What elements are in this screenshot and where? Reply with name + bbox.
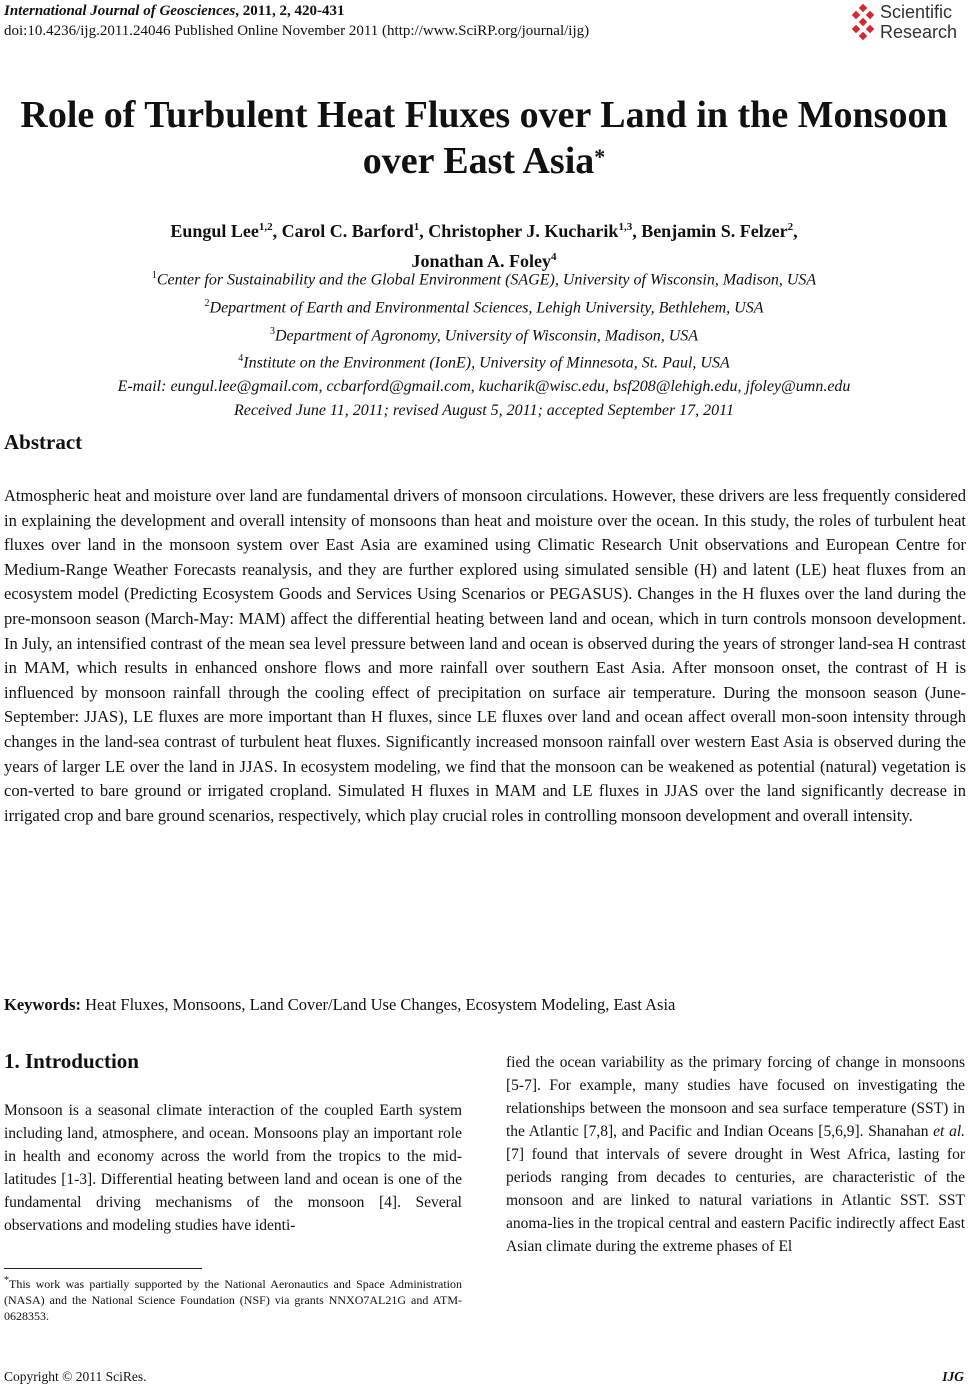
section-heading-introduction: 1. Introduction <box>4 1049 139 1073</box>
journal-name: International Journal of Geosciences <box>4 3 236 19</box>
keywords-line <box>4 993 966 1017</box>
funding-footnote: *This work was partially supported by the National Aeronautics and Space Administration (NASA) and the National Science Foundation (NSF) via grants NNXO7AL21G and ATM-0628353. <box>4 1275 462 1323</box>
doi-line: doi:10.4236/ijg.2011.24046 Published Online November 2011 (http://www.SciRP.org/journal/ijg) <box>4 23 590 39</box>
paper-title <box>0 92 968 184</box>
logo-line2: Research <box>880 22 958 42</box>
abstract-heading: Abstract <box>4 430 83 454</box>
author-affil-mark: 1,2 <box>258 221 273 233</box>
title-line1: Role of Turbulent Heat Fluxes over Land in the Monsoon <box>20 94 948 136</box>
affiliation-line: $^1$Center for Sustainability and the Global Environment (SAGE), University of Wisconsin, Madison, USA <box>151 270 817 289</box>
journal-abbrev-footer: IJG <box>942 1369 964 1384</box>
author-affil-mark: 1 <box>413 221 420 233</box>
title-footnote-mark: * <box>594 144 606 169</box>
affiliation-block <box>0 264 968 422</box>
intro-right-column: fied the ocean variability as the primary forcing of change in monsoons [5-7]. For example, many studies have focused on investigating the relationships between the monsoon and sea surface temperature (SST) in the Atlantic [7,8], and Pacific and Indian Oceans [5,6,9]. Shanahan et al. [7] found that intervals of severe drought in West Africa, lasting for periods ranging from decades to centuries, are characteristic of the monsoon and are linked to natural variations in Atlantic SST. SST anoma-lies in the tropical central and eastern Pacific indirectly affect East Asian climate during the extreme phases of El <box>506 1054 966 1255</box>
footnote-divider <box>4 1268 202 1269</box>
affiliation-line: $^2$Department of Earth and Environmental Sciences, Lehigh University, Bethlehem, USA <box>204 297 764 317</box>
email-line: E-mail: eungul.lee@gmail.com, ccbarford@gmail.com, kucharik@wisc.edu, bsf208@lehigh.edu, jfoley@umn.edu <box>117 378 851 396</box>
author-name: Jonathan A. Foley <box>411 251 552 271</box>
logo-line1: Scientific <box>880 2 953 22</box>
intro-left-column: Monsoon is a seasonal climate interaction of the coupled Earth system including land, atmosphere, and ocean. Monsoons play an important role in health and economy across the world from the tropics to the mid-latitudes [1-3]. Differential heating between land and ocean is one of the fundamental driving mechanisms of the monsoon [4]. Several observations and modeling studies have identi- <box>4 1102 462 1234</box>
journal-citation <box>4 2 344 21</box>
journal-volume: , 2011, 2, 420-431 <box>235 3 345 19</box>
affiliation-line: $^4$Institute on the Environment (IonE), University of Minnesota, St. Paul, USA <box>238 353 730 372</box>
author-affil-mark: 4 <box>551 251 557 263</box>
author-affil-mark: 2 <box>787 221 794 233</box>
copyright-footer: Copyright © 2011 SciRes. <box>4 1369 147 1384</box>
author-name: Carol C. Barford <box>281 221 414 241</box>
title-line2: over East Asia <box>362 140 595 182</box>
author-name: Christopher J. Kucharik <box>428 221 619 241</box>
logo-diamond-icon <box>848 4 878 42</box>
affiliation-line: $^3$Department of Agronomy, University of Wisconsin, Madison, USA <box>269 325 699 344</box>
author-list: Eungul Lee$^{1,2}$, Carol C. Barford$^1$, Christopher J. Kucharik$^{1,3}$, Benjamin S. Felzer$^2$, Jonathan A. Foley$^4$ <box>170 221 798 271</box>
keywords-text: Heat Fluxes, Monsoons, Land Cover/Land Use Changes, Ecosystem Modeling, East Asia <box>81 995 676 1014</box>
author-affil-mark: 1,3 <box>618 221 633 233</box>
author-name: Benjamin S. Felzer <box>641 221 788 241</box>
author-name: Eungul Lee <box>170 221 259 241</box>
abstract-text: Atmospheric heat and moisture over land are fundamental drivers of monsoon circulations. However, these drivers are less frequently considered in explaining the development and overall intensity of monsoons than heat and moisture over the ocean. In this study, the roles of turbulent heat fluxes over land in the monsoon system over East Asia are examined using Climatic Research Unit observations and European Centre for Medium-Range Weather Forecasts reanalysis, and they are further explored using simulated sensible (H) and latent (LE) heat fluxes from an ecosystem model (Predicting Ecosystem Goods and Services Using Scenarios or PEGASUS). Changes in the H fluxes over the land during the pre-monsoon season (March-May: MAM) affect the differential heating between land and ocean, which in turn controls monsoon development. In July, an intensified contrast of the mean sea level pressure between land and ocean is observed during the years of stronger land-sea H contrast in MAM, which results in enhanced onshore flows and more rainfall over southern East Asia. After monsoon onset, the contrast of H is influenced by monsoon rainfall through the cooling effect of precipitation on surface air temperature. During the monsoon season (June-September: JJAS), LE fluxes are more important than H fluxes, since LE fluxes over land and ocean affect overall mon-soon intensity through changes in the land-sea contrast of turbulent heat fluxes. Significantly increased monsoon rainfall over western East Asia is observed during the years of larger LE over the land in JJAS. In ecosystem modeling, we find that the monsoon can be weakened as potential (natural) vegetation is con-verted to bare ground or irrigated cropland. Simulated H fluxes in MAM and LE fluxes in JJAS over the land significantly decrease in irrigated crop and bare ground scenarios, respectively, which play crucial roles in controlling monsoon development and overall intensity. <box>4 486 966 825</box>
keywords-label: Keywords: <box>4 995 81 1014</box>
dates-line: Received June 11, 2011; revised August 5, 2011; accepted September 17, 2011 <box>234 401 734 419</box>
publisher-logo <box>848 2 966 46</box>
et-al: et al. <box>933 1123 966 1140</box>
